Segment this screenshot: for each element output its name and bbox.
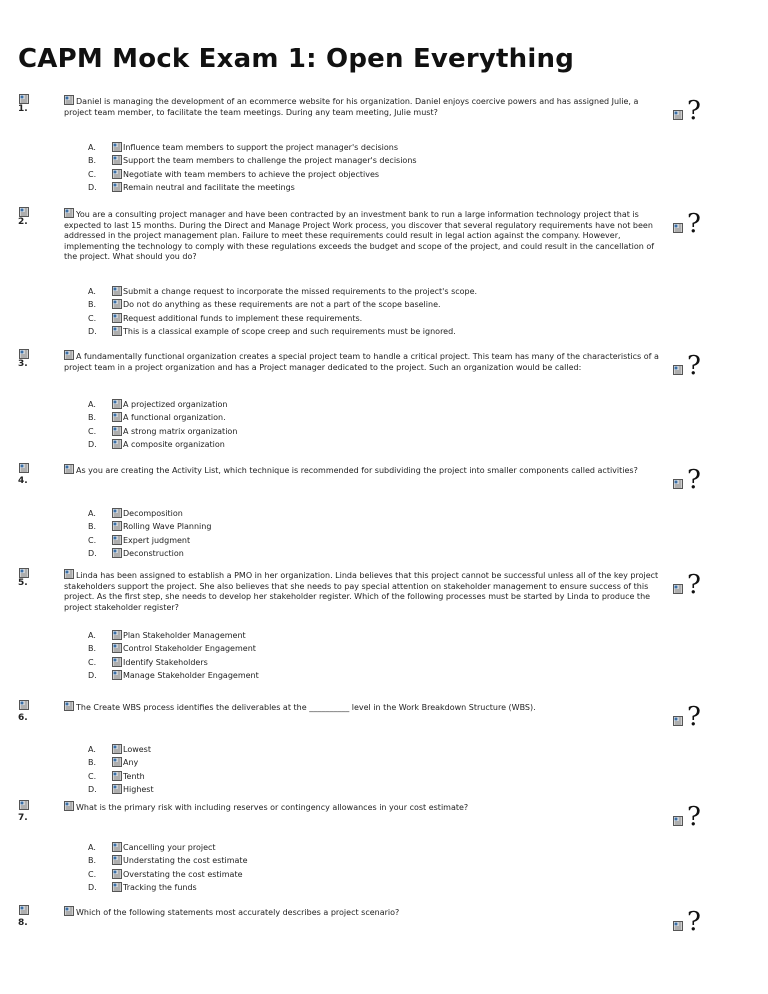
option-letter: C. (88, 535, 97, 545)
question-text-wrapper (64, 569, 668, 613)
document-icon (112, 155, 122, 165)
option-letter: A. (88, 400, 96, 409)
answer-option[interactable] (0, 670, 768, 683)
help-button[interactable] (673, 207, 713, 239)
answer-option[interactable] (0, 439, 768, 452)
option-letter: B. (88, 156, 97, 166)
question-text: Daniel is managing the development of an ecommerce website for his organization. Daniel enjoys coercive powers and has assigned Julie, a project team member, to facilitate the team meetings. During any team meeting, Julie must? (64, 97, 639, 117)
help-button[interactable] (673, 463, 713, 495)
document-icon (112, 299, 122, 309)
option-letter: A. (88, 745, 96, 754)
option-letter: D. (88, 882, 97, 892)
answer-option[interactable] (0, 771, 768, 784)
document-icon (19, 700, 29, 710)
document-icon (64, 350, 74, 360)
answer-option[interactable] (0, 630, 768, 643)
help-button[interactable] (673, 700, 713, 732)
option-text: A projectized organization (123, 400, 228, 409)
question-mark-icon[interactable]: ? (687, 802, 701, 832)
option-text: Overstating the cost estimate (123, 869, 243, 879)
document-icon (19, 905, 29, 915)
question-text: The Create WBS process identifies the deliverables at the __________ level in the Work Breakdown Structure (WBS). (76, 703, 536, 712)
document-icon (112, 521, 122, 531)
question-text: What is the primary risk with including reserves or contingency allowances in your cost estimate? (76, 803, 469, 812)
document-icon (64, 208, 74, 218)
question-text-wrapper (64, 95, 668, 118)
option-letter: B. (88, 300, 97, 310)
answer-option[interactable] (0, 882, 768, 895)
question-text: You are a consulting project manager and have been contracted by an investment bank to run a large information technology project that is expected to last 15 months. During the Direct and Manage Project Work process, you discover that several regulatory requirements have not been addressed in the project management plan. Failure to meet these requirements could result in legal action against the company. However, implementing the technology to comply with these regulations exceeds the budget and scope of the project, and could result in the cancellation of the project. What should you do? (64, 210, 655, 261)
option-text: Expert judgment (123, 535, 191, 545)
question-mark-icon[interactable]: ? (687, 907, 701, 937)
answer-option[interactable] (0, 757, 768, 770)
document-icon (64, 569, 74, 579)
document-icon (112, 744, 122, 754)
option-text: Support the team members to challenge the project manager's decisions (123, 156, 417, 166)
option-letter: B. (88, 522, 97, 532)
document-icon (112, 326, 122, 336)
answer-option[interactable] (0, 142, 768, 155)
document-icon (19, 349, 29, 359)
answer-option[interactable] (0, 521, 768, 534)
option-text: Tenth (123, 771, 145, 781)
option-text: Manage Stakeholder Engagement (123, 670, 259, 680)
document-icon (64, 906, 74, 916)
answer-option[interactable] (0, 313, 768, 326)
document-icon (673, 365, 683, 375)
option-text: Highest (123, 784, 154, 794)
answer-option[interactable] (0, 399, 768, 412)
help-button[interactable] (673, 568, 713, 600)
answer-option[interactable] (0, 784, 768, 797)
document-icon (19, 94, 29, 104)
document-icon (19, 800, 29, 810)
question-number: 7. (18, 813, 28, 823)
option-text: Cancelling your project (123, 843, 216, 852)
option-letter: B. (88, 644, 97, 654)
question-mark-icon[interactable]: ? (687, 465, 701, 495)
option-text: Deconstruction (123, 548, 184, 558)
option-letter: B. (88, 758, 97, 768)
option-text: A composite organization (123, 439, 225, 449)
document-icon (112, 439, 122, 449)
option-letter: D. (88, 326, 97, 336)
option-text: Plan Stakeholder Management (123, 631, 246, 640)
question-text-wrapper (64, 801, 668, 814)
document-icon (673, 584, 683, 594)
document-icon (112, 670, 122, 680)
question-mark-icon[interactable]: ? (687, 96, 701, 126)
question-text-wrapper (64, 208, 668, 263)
help-button[interactable] (673, 905, 713, 937)
option-text: A strong matrix organization (123, 426, 238, 436)
document-icon (112, 643, 122, 653)
option-text: Influence team members to support the project manager's decisions (123, 143, 399, 152)
document-icon (112, 757, 122, 767)
document-icon (112, 142, 122, 152)
question-mark-icon[interactable]: ? (687, 351, 701, 381)
option-letter: D. (88, 439, 97, 449)
question-number: 3. (18, 359, 28, 369)
option-text: Lowest (123, 745, 151, 754)
document-icon (673, 921, 683, 931)
option-text: Remain neutral and facilitate the meetings (123, 182, 295, 192)
option-text: Do not do anything as these requirements are not a part of the scope baseline. (123, 300, 441, 310)
document-icon (673, 223, 683, 233)
question-text: A fundamentally functional organization creates a special project team to handle a critical project. This team has many of the characteristics of a project team in a project organization and has a Project manager dedicated to the project. Such an organization would be called: (64, 352, 659, 372)
answer-option[interactable] (0, 855, 768, 868)
document-icon (112, 657, 122, 667)
option-text: Understating the cost estimate (123, 856, 248, 866)
document-icon (112, 882, 122, 892)
option-letter: A. (88, 143, 96, 152)
option-letter: A. (88, 631, 96, 640)
document-icon (64, 701, 74, 711)
option-letter: B. (88, 856, 97, 866)
document-icon (112, 869, 122, 879)
option-text: Any (123, 758, 139, 768)
answer-option[interactable] (0, 744, 768, 757)
option-letter: C. (88, 771, 97, 781)
answer-option[interactable] (0, 842, 768, 855)
help-button[interactable] (673, 800, 713, 832)
help-button[interactable] (673, 94, 713, 126)
answer-option[interactable] (0, 548, 768, 561)
answer-option[interactable] (0, 155, 768, 168)
question-number: 1. (18, 104, 28, 114)
question-mark-icon[interactable]: ? (687, 570, 701, 600)
option-text: Submit a change request to incorporate the missed requirements to the project's scope. (123, 287, 478, 296)
document-icon (112, 399, 122, 409)
question-number: 6. (18, 713, 28, 723)
document-icon (112, 535, 122, 545)
question-number: 5. (18, 578, 28, 588)
document-icon (19, 568, 29, 578)
option-letter: A. (88, 287, 96, 296)
document-icon (112, 286, 122, 296)
question-number: 2. (18, 217, 28, 227)
document-icon (112, 426, 122, 436)
option-letter: D. (88, 182, 97, 192)
question-mark-icon[interactable]: ? (687, 702, 701, 732)
question-mark-icon[interactable]: ? (687, 209, 701, 239)
document-icon (19, 463, 29, 473)
document-icon (112, 412, 122, 422)
document-icon (112, 508, 122, 518)
question-text: As you are creating the Activity List, which technique is recommended for subdividing the project into smaller components called activities? (76, 466, 638, 475)
document-icon (112, 784, 122, 794)
document-icon (112, 548, 122, 558)
document-icon (64, 95, 74, 105)
answer-option[interactable] (0, 869, 768, 882)
answer-option[interactable] (0, 426, 768, 439)
question-number: 4. (18, 476, 28, 486)
answer-option[interactable] (0, 535, 768, 548)
document-icon (112, 169, 122, 179)
option-letter: C. (88, 313, 97, 323)
answer-option[interactable] (0, 182, 768, 195)
option-letter: B. (88, 413, 97, 423)
question-text-wrapper (64, 464, 668, 477)
document-icon (673, 479, 683, 489)
page-title: CAPM Mock Exam 1: Open Everything (18, 44, 575, 74)
document-icon (112, 630, 122, 640)
option-text: Tracking the funds (123, 882, 197, 892)
option-letter: C. (88, 657, 97, 667)
document-icon (112, 842, 122, 852)
option-text: This is a classical example of scope creep and such requirements must be ignored. (123, 326, 456, 336)
answer-option[interactable] (0, 169, 768, 182)
option-letter: C. (88, 869, 97, 879)
option-letter: C. (88, 426, 97, 436)
document-icon (19, 207, 29, 217)
question-text-wrapper (64, 350, 668, 373)
document-icon (673, 110, 683, 120)
document-icon (112, 855, 122, 865)
answer-option[interactable] (0, 412, 768, 425)
option-text: Control Stakeholder Engagement (123, 644, 256, 654)
question-number: 8. (18, 918, 28, 928)
option-letter: D. (88, 670, 97, 680)
answer-option[interactable] (0, 657, 768, 670)
document-icon (64, 464, 74, 474)
answer-option[interactable] (0, 643, 768, 656)
document-icon (673, 816, 683, 826)
document-icon (673, 716, 683, 726)
option-letter: D. (88, 784, 97, 794)
document-icon (112, 771, 122, 781)
option-text: Request additional funds to implement these requirements. (123, 313, 363, 323)
option-text: Rolling Wave Planning (123, 522, 212, 532)
option-text: A functional organization. (123, 413, 226, 423)
document-icon (64, 801, 74, 811)
option-letter: D. (88, 548, 97, 558)
answer-option[interactable] (0, 286, 768, 299)
document-icon (112, 182, 122, 192)
document-icon (112, 313, 122, 323)
option-letter: A. (88, 509, 96, 518)
question-text-wrapper (64, 906, 668, 919)
option-text: Identify Stakeholders (123, 657, 208, 667)
question-text: Which of the following statements most accurately describes a project scenario? (76, 908, 400, 917)
option-text: Decomposition (123, 509, 183, 518)
question-text-wrapper (64, 701, 668, 714)
help-button[interactable] (673, 349, 713, 381)
answer-option[interactable] (0, 326, 768, 339)
option-text: Negotiate with team members to achieve the project objectives (123, 169, 380, 179)
question-text: Linda has been assigned to establish a PMO in her organization. Linda believes that this project cannot be successful unless all of the key project stakeholders support the project. She also believes that she needs to pay special attention on stakeholder management to ensure success of this project. As the first step, she needs to develop her stakeholder register. Which of the following processes must be started by Linda to produce the project stakeholder register? (64, 571, 659, 612)
answer-option[interactable] (0, 299, 768, 312)
option-letter: C. (88, 169, 97, 179)
answer-option[interactable] (0, 508, 768, 521)
option-letter: A. (88, 843, 96, 852)
